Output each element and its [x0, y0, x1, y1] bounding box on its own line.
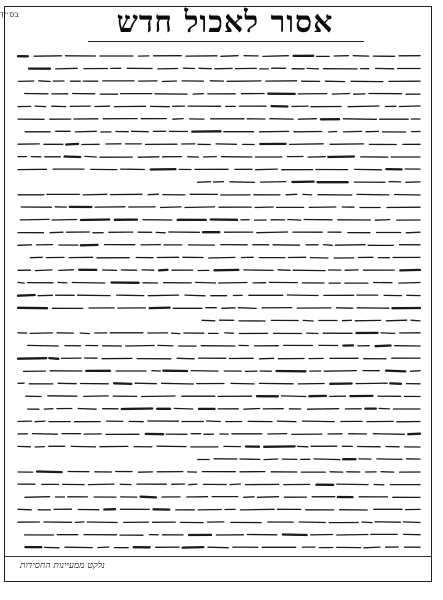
handwriting-stroke [257, 232, 288, 233]
handwriting-stroke [66, 144, 78, 145]
handwriting-stroke [307, 68, 318, 69]
handwriting-stroke [161, 207, 182, 208]
handwriting-stroke [56, 68, 78, 69]
handwriting-stroke [241, 509, 275, 510]
title-underline [88, 41, 364, 42]
handwriting-stroke [323, 245, 332, 246]
handwriting-stroke [230, 484, 240, 485]
handwriting-stroke [335, 245, 365, 246]
handwriting-stroke [117, 295, 144, 296]
handwriting-stroke [183, 547, 204, 548]
handwriting-stroke [399, 283, 420, 284]
handwriting-stroke [75, 131, 96, 132]
handwriting-stroke [375, 220, 390, 221]
handwriting-stroke [49, 358, 58, 359]
handwriting-stroke [343, 119, 376, 120]
handwriting-stroke [84, 396, 109, 397]
handwriting-stroke [148, 194, 158, 195]
handwriting-stroke [173, 119, 183, 120]
handwriting-stroke [80, 333, 89, 334]
handwriting-stroke [18, 282, 24, 283]
handwriting-stroke [28, 345, 58, 346]
handwriting-stroke [364, 547, 380, 548]
handwriting-stroke [230, 182, 255, 183]
handwriting-stroke [288, 220, 301, 221]
handwriting-stroke [303, 194, 312, 195]
handwriting-stroke [81, 220, 109, 221]
handwriting-stroke [344, 131, 362, 132]
handwriting-stroke [395, 195, 420, 196]
handwriting-stroke [59, 270, 74, 271]
handwriting-stroke [282, 396, 306, 397]
handwriting-stroke [159, 270, 168, 271]
handwriting-stroke [386, 371, 405, 372]
handwriting-stroke [264, 459, 278, 460]
handwriting-stroke [357, 194, 389, 195]
handwriting-stroke [126, 346, 155, 347]
handwriting-stroke [207, 421, 221, 422]
handwriting-stroke [337, 484, 368, 485]
handwriting-stroke [18, 245, 31, 246]
handwriting-stroke [244, 270, 273, 271]
handwriting-stroke [277, 421, 296, 422]
handwriting-stroke [18, 358, 46, 359]
handwriting-stroke [50, 232, 63, 233]
handwriting-stroke [263, 56, 289, 57]
handwriting-stroke [162, 383, 194, 384]
handwriting-stroke [78, 409, 96, 410]
handwriting-stroke [231, 383, 254, 384]
handwriting-stroke [244, 409, 260, 410]
handwriting-stroke [332, 94, 349, 95]
handwriting-stroke [35, 270, 52, 271]
handwriting-stroke [196, 282, 216, 283]
handwriting-stroke [362, 522, 372, 523]
page-title: אסור לאכול חדש [116, 5, 334, 40]
handwriting-stroke [222, 308, 235, 309]
handwriting-stroke [298, 119, 316, 120]
handwriting-stroke [158, 345, 173, 346]
handwriting-stroke [202, 320, 215, 321]
handwriting-stroke [98, 547, 109, 548]
handwriting-stroke [185, 207, 215, 208]
handwriting-stroke [381, 333, 395, 334]
handwriting-stroke [172, 333, 180, 334]
handwriting-stroke [162, 81, 176, 82]
handwriting-stroke [185, 295, 205, 296]
handwriting-stroke [25, 497, 50, 498]
handwriting-stroke [308, 409, 339, 410]
handwriting-stroke [377, 459, 402, 460]
handwriting-stroke [290, 144, 324, 145]
handwriting-stroke [18, 509, 31, 510]
handwriting-stroke [35, 106, 46, 107]
handwriting-stroke [135, 383, 156, 384]
handwriting-stroke [20, 219, 49, 220]
handwriting-stroke [85, 156, 96, 157]
body-text-block [14, 50, 422, 558]
handwriting-stroke [324, 371, 356, 372]
handwriting-stroke [191, 371, 218, 372]
handwriting-stroke [150, 308, 170, 309]
handwriting-stroke [219, 283, 247, 284]
handwriting-stroke [189, 484, 197, 485]
handwriting-stroke [411, 320, 420, 321]
handwriting-stroke [287, 295, 318, 296]
handwriting-stroke [58, 282, 67, 283]
handwriting-stroke [83, 194, 107, 195]
footer-divider [4, 556, 432, 557]
handwriting-stroke [35, 421, 45, 422]
handwriting-stroke [177, 358, 194, 359]
handwriting-stroke [399, 106, 420, 107]
handwriting-stroke [39, 81, 50, 82]
handwriting-stroke [32, 434, 57, 435]
handwriting-stroke [303, 421, 335, 422]
handwriting-stroke [299, 522, 325, 523]
handwriting-stroke [141, 497, 156, 498]
handwriting-stroke [286, 194, 297, 195]
handwriting-stroke [71, 446, 95, 447]
handwriting-stroke [75, 522, 84, 523]
handwriting-stroke [261, 182, 286, 183]
handwritten-lines [14, 50, 422, 558]
handwriting-stroke [376, 346, 391, 347]
handwriting-stroke [406, 232, 420, 233]
handwriting-stroke [403, 522, 420, 523]
handwriting-stroke [52, 220, 77, 221]
handwriting-stroke [255, 207, 273, 208]
handwriting-stroke [244, 497, 254, 498]
handwriting-stroke [18, 295, 35, 296]
handwriting-stroke [142, 396, 175, 397]
corner-mark: בס״ד [0, 10, 19, 19]
handwriting-stroke [88, 484, 114, 485]
handwriting-stroke [278, 270, 290, 271]
handwriting-stroke [72, 283, 105, 284]
handwriting-stroke [30, 333, 52, 334]
handwriting-stroke [37, 472, 62, 473]
handwriting-stroke [209, 257, 235, 258]
handwriting-stroke [379, 408, 389, 409]
handwriting-stroke [256, 169, 278, 170]
handwriting-stroke [303, 320, 313, 321]
handwriting-stroke [348, 106, 379, 107]
handwriting-stroke [221, 56, 238, 57]
handwriting-stroke [174, 408, 193, 409]
footer-note: נלקט ממעיינות החסידות [20, 561, 105, 571]
handwriting-stroke [114, 383, 131, 384]
handwriting-stroke [411, 371, 421, 372]
handwriting-stroke [208, 547, 228, 548]
handwriting-stroke [238, 308, 256, 309]
handwriting-stroke [122, 409, 152, 410]
handwriting-stroke [148, 295, 178, 296]
handwriting-stroke [400, 270, 420, 271]
handwriting-stroke [373, 434, 404, 435]
handwriting-stroke [337, 535, 368, 536]
handwriting-stroke [314, 459, 340, 460]
handwriting-stroke [258, 497, 279, 498]
handwriting-stroke [198, 182, 211, 183]
handwriting-stroke [283, 535, 307, 536]
handwriting-stroke [386, 320, 406, 321]
handwriting-stroke [328, 157, 354, 158]
handwriting-stroke [65, 157, 81, 158]
handwriting-stroke [408, 434, 420, 435]
handwriting-stroke [259, 358, 273, 359]
handwriting-stroke [87, 522, 117, 523]
